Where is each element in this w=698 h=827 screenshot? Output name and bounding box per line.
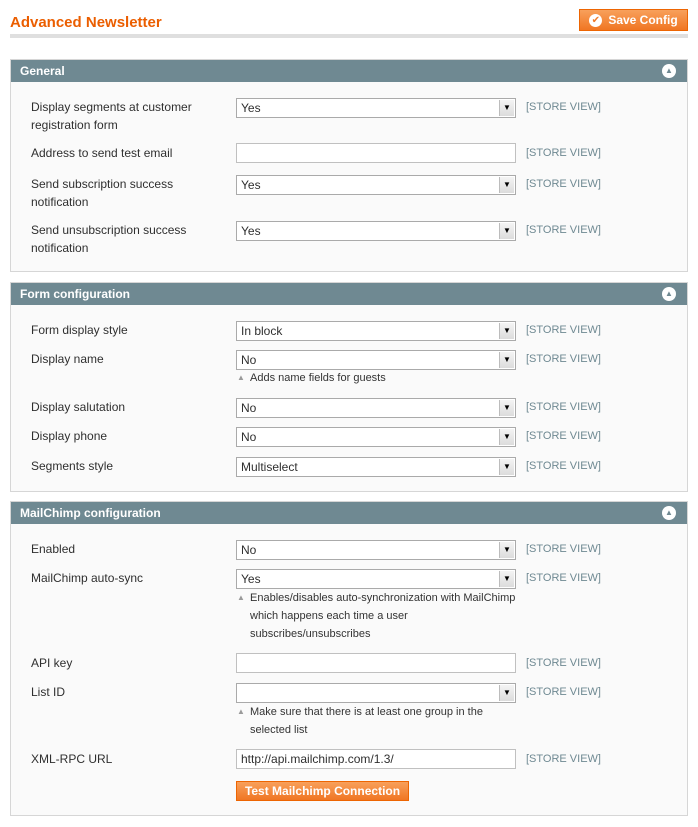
note-text: Adds name fields for guests xyxy=(250,372,386,384)
scope-label: [STORE VIEW] xyxy=(526,147,601,159)
scope-label: [STORE VIEW] xyxy=(526,224,601,236)
field-row xyxy=(11,175,687,211)
field-note xyxy=(237,589,527,643)
field-row xyxy=(11,457,687,477)
page-title: Advanced Newsletter xyxy=(10,14,162,31)
section-header-general[interactable] xyxy=(11,60,687,82)
segments-style-select[interactable] xyxy=(236,457,516,477)
field-label: Display name xyxy=(31,352,104,366)
test-email-input[interactable] xyxy=(236,143,516,163)
field-label: Display phone xyxy=(31,429,108,443)
collapse-up-icon[interactable]: ▲ xyxy=(662,64,676,78)
select-value: No xyxy=(241,401,257,415)
field-label: Address to send test email xyxy=(31,146,173,160)
note-triangle-icon: ▲ xyxy=(237,707,245,716)
section-general xyxy=(10,59,688,272)
dropdown-arrow-icon: ▼ xyxy=(499,223,514,239)
section-header-mailchimp-configuration[interactable] xyxy=(11,502,687,524)
select-value: In block xyxy=(241,324,283,338)
field-row xyxy=(11,427,687,447)
scope-label: [STORE VIEW] xyxy=(526,430,601,442)
scope-label: [STORE VIEW] xyxy=(526,686,601,698)
note-triangle-icon: ▲ xyxy=(237,373,245,382)
select-value: Yes xyxy=(241,572,261,586)
display-salutation-select[interactable] xyxy=(236,398,516,418)
field-row xyxy=(11,569,687,643)
mailchimp-enabled-select[interactable] xyxy=(236,540,516,560)
field-row xyxy=(11,143,687,163)
collapse-up-icon[interactable]: ▲ xyxy=(662,506,676,520)
scope-label: [STORE VIEW] xyxy=(526,324,601,336)
select-value: No xyxy=(241,353,257,367)
display-phone-select[interactable] xyxy=(236,427,516,447)
dropdown-arrow-icon: ▼ xyxy=(499,323,514,339)
dropdown-arrow-icon: ▼ xyxy=(499,400,514,416)
section-header-form-configuration[interactable] xyxy=(11,283,687,305)
section-title: MailChimp configuration xyxy=(20,506,161,520)
field-label: XML-RPC URL xyxy=(31,752,113,766)
subscription-notification-select[interactable] xyxy=(236,175,516,195)
test-mailchimp-connection-button[interactable]: Test Mailchimp Connection xyxy=(236,781,409,801)
field-label: Form display style xyxy=(31,323,128,337)
page-header xyxy=(10,0,688,38)
form-display-style-select[interactable] xyxy=(236,321,516,341)
dropdown-arrow-icon: ▼ xyxy=(499,571,514,587)
select-value: Multiselect xyxy=(241,460,298,474)
field-label: API key xyxy=(31,656,73,670)
dropdown-arrow-icon: ▼ xyxy=(499,542,514,558)
api-key-input[interactable] xyxy=(236,653,516,673)
unsubscription-notification-select[interactable] xyxy=(236,221,516,241)
select-value: Yes xyxy=(241,224,261,238)
dropdown-arrow-icon: ▼ xyxy=(499,100,514,116)
section-form-configuration xyxy=(10,282,688,492)
scope-label: [STORE VIEW] xyxy=(526,353,601,365)
dropdown-arrow-icon: ▼ xyxy=(499,352,514,368)
scope-label: [STORE VIEW] xyxy=(526,178,601,190)
scope-label: [STORE VIEW] xyxy=(526,753,601,765)
list-id-select[interactable] xyxy=(236,683,516,703)
section-title: Form configuration xyxy=(20,287,130,301)
collapse-up-icon[interactable]: ▲ xyxy=(662,287,676,301)
display-segments-select[interactable] xyxy=(236,98,516,118)
field-row xyxy=(11,653,687,673)
dropdown-arrow-icon: ▼ xyxy=(499,177,514,193)
scope-label: [STORE VIEW] xyxy=(526,460,601,472)
section-mailchimp-configuration xyxy=(10,501,688,816)
scope-label: [STORE VIEW] xyxy=(526,401,601,413)
select-value: No xyxy=(241,430,257,444)
check-circle-icon: ✔ xyxy=(589,14,602,27)
field-label: Display salutation xyxy=(31,400,126,414)
field-label: List ID xyxy=(31,685,66,699)
field-label: Enabled xyxy=(31,542,76,556)
field-row xyxy=(11,683,687,736)
scope-label: [STORE VIEW] xyxy=(526,572,601,584)
xml-rpc-url-input[interactable]: http://api.mailchimp.com/1.3/ xyxy=(236,749,516,769)
section-title: General xyxy=(20,64,65,78)
field-label: Send unsubscription success notification xyxy=(31,223,187,255)
field-row xyxy=(11,98,687,134)
display-name-select[interactable] xyxy=(236,350,516,370)
field-row xyxy=(11,749,687,769)
select-value: Yes xyxy=(241,101,261,115)
mailchimp-auto-sync-select[interactable] xyxy=(236,569,516,589)
field-row xyxy=(11,540,687,560)
field-row xyxy=(11,350,687,388)
field-label: Display segments at customer registration form xyxy=(31,100,192,132)
scope-label: [STORE VIEW] xyxy=(526,657,601,669)
field-label: Send subscription success notification xyxy=(31,177,174,209)
field-note xyxy=(237,703,527,739)
field-label: MailChimp auto-sync xyxy=(31,571,144,585)
field-row xyxy=(11,321,687,341)
select-value: No xyxy=(241,543,257,557)
field-label: Segments style xyxy=(31,459,114,473)
save-config-button[interactable] xyxy=(579,9,688,31)
scope-label: [STORE VIEW] xyxy=(526,543,601,555)
field-row xyxy=(11,221,687,257)
scope-label: [STORE VIEW] xyxy=(526,101,601,113)
field-row xyxy=(11,398,687,418)
dropdown-arrow-icon: ▼ xyxy=(499,429,514,445)
dropdown-arrow-icon: ▼ xyxy=(499,459,514,475)
dropdown-arrow-icon: ▼ xyxy=(499,685,514,701)
field-note xyxy=(237,369,527,387)
save-config-label: Save Config xyxy=(608,13,678,27)
select-value: Yes xyxy=(241,178,261,192)
note-text: Enables/disables auto-synchronization with MailChimp which happens each time a user subscribes/unsubscribes xyxy=(250,592,516,640)
note-triangle-icon: ▲ xyxy=(237,593,245,602)
note-text: Make sure that there is at least one group in the selected list xyxy=(250,706,483,736)
